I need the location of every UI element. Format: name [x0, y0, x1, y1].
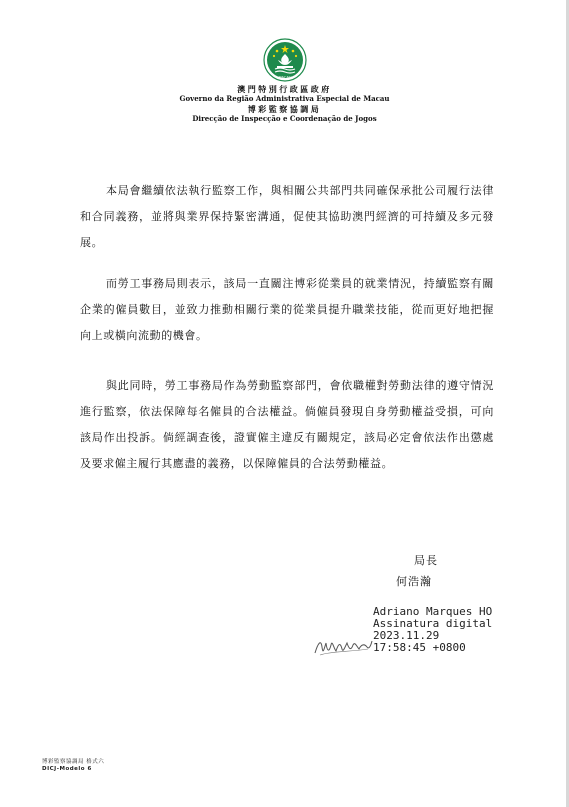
digital-signature-date: 2023.11.29 [373, 629, 440, 642]
footer-form-label: 博彩監察協調局 格式六 [42, 759, 105, 765]
svg-text:MACAU: MACAU [278, 75, 292, 80]
digital-signature-label: Assinatura digital [373, 617, 493, 630]
handwritten-signature [312, 625, 374, 661]
footer-form-code: DICJ-Modelo 6 [42, 766, 92, 772]
paragraph-2: 而勞工事務局則表示，該局一直關注博彩從業員的就業情況，持續監察有關企業的僱員數目，並致力推動相關行業的從業員提升職業技能，從而更好地把握向上或橫向流動的機會。 [80, 277, 494, 342]
signer-name: 何浩瀚 [396, 575, 432, 588]
digital-signer-name: Adriano Marques HO [373, 605, 493, 618]
org-name-pt: Governo da Região Administrativa Especial de Macau [179, 94, 390, 103]
dept-name-zh: 博彩監察協調局 [247, 104, 322, 114]
paragraph-3: 與此同時，勞工事務局作為勞動監察部門，會依職權對勞動法律的遵守情況進行監察，依法保障每名僱員的合法權益。倘僱員發現自身勞動權益受損，可向該局作出投訴。倘經調查後，證實僱主違反有關規定，該局必定會依法作出懲處及要求僱主履行其應盡的義務，以保障僱員的合法勞動權益。 [80, 379, 494, 470]
paragraph-1: 本局會繼續依法執行監察工作，與相關公共部門共同確保承批公司履行法律和合同義務，並將與業界保持緊密溝通，促使其協助澳門經濟的可持續及多元發展。 [80, 184, 494, 249]
macau-emblem-icon [263, 38, 307, 82]
org-name-zh: 澳門特別行政區政府 [237, 84, 332, 94]
digital-signature-time: 17:58:45 +0800 [373, 641, 466, 654]
digital-signature-block [373, 606, 492, 654]
signer-title: 局長 [414, 554, 438, 567]
dept-name-pt: Direcção de Inspecção e Coordenação de Jogos [192, 114, 377, 123]
